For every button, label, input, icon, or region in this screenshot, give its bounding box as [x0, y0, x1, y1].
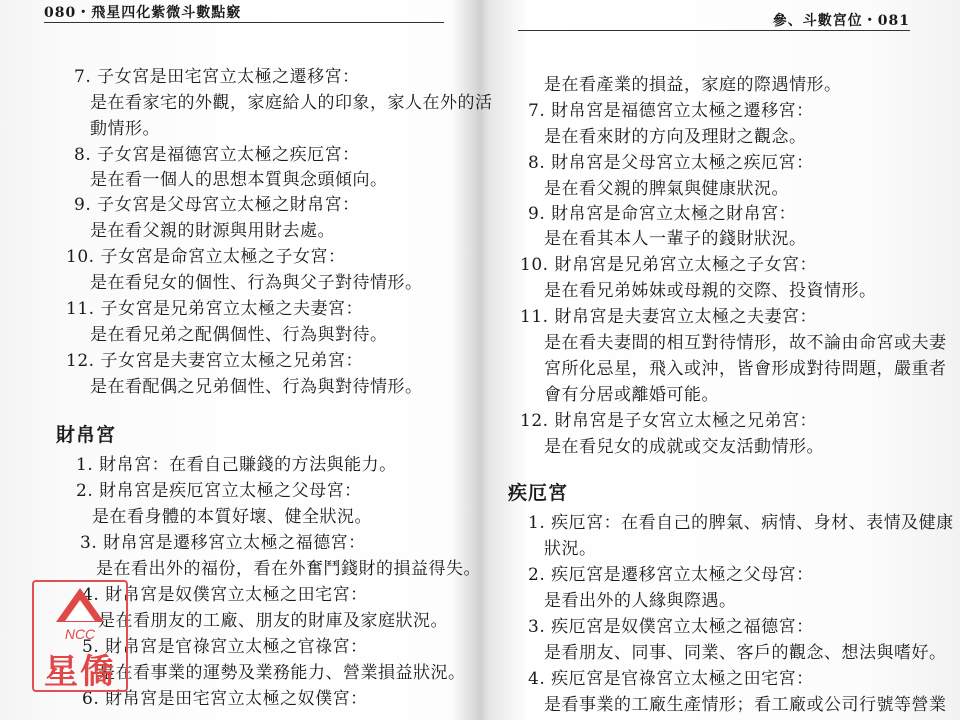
text-line: 是在看其本人一輩子的錢財狀況。 [544, 229, 807, 249]
text-line: 8. 財帛宮是父母宮立太極之疾厄宮： [528, 153, 814, 173]
text-line: 11. 子女宮是兄弟宮立太極之夫妻宮： [66, 299, 363, 319]
stamp-name: 星僑 [44, 652, 116, 692]
text-line: 8. 子女宮是福德宮立太極之疾厄宮： [74, 145, 360, 165]
text-line: 11. 財帛宮是夫妻宮立太極之夫妻宮： [520, 307, 817, 327]
text-line: 1. 疾厄宮：在看自己的脾氣、病情、身材、表情及健康 [528, 513, 954, 533]
text-line: 是在看夫妻間的相互對待情形，故不論由命宮或夫妻 [544, 333, 947, 353]
right-page [500, 0, 954, 720]
text-line: 是在看兄弟姊妹或母親的交際、投資情形。 [544, 281, 877, 301]
text-line: 會有分居或離婚可能。 [544, 385, 719, 405]
text-line: 9. 財帛宮是命宮立太極之財帛宮： [528, 204, 797, 224]
ncc-watermark-stamp [32, 580, 128, 692]
page-header: 080・飛星四化紫微斗數點竅 [44, 5, 242, 21]
stamp-label: NCC [64, 626, 96, 642]
header-rule [518, 30, 910, 31]
text-line: 1. 財帛宮：在看自己賺錢的方法與能力。 [76, 455, 397, 475]
text-line: 是在看出外的福份，看在外奮鬥錢財的損益得失。 [96, 559, 481, 579]
text-line: 是在看身體的本質好壞、健全狀況。 [92, 507, 372, 527]
text-line: 6. 財帛宮是田宅宮立太極之奴僕宮： [82, 689, 368, 709]
text-line: 7. 子女宮是田宅宮立太極之遷移宮： [74, 67, 360, 87]
text-line: 是看事業的工廠生產情形；看工廠或公司行號等營業 [544, 695, 947, 715]
text-line: 2. 疾厄宮是遷移宮立太極之父母宮： [528, 565, 814, 585]
text-line: 是在看父親的財源與用財去處。 [90, 221, 335, 241]
text-line: 4. 疾厄宮是官祿宮立太極之田宅宮： [528, 669, 814, 689]
text-line: 宮所化忌星，飛入或沖，皆會形成對待問題，嚴重者 [544, 359, 947, 379]
text-line: 是在看事業的運勢及業務能力、營業損益狀況。 [98, 663, 466, 683]
text-line: 4. 財帛宮是奴僕宮立太極之田宅宮： [82, 585, 368, 605]
text-line: 10. 財帛宮是兄弟宮立太極之子女宮： [520, 255, 817, 275]
text-line: 10. 子女宮是命宮立太極之子女宮： [66, 247, 346, 267]
text-line: 是在看父親的脾氣與健康狀況。 [544, 179, 789, 199]
text-line: 是看出外的人緣與際遇。 [544, 591, 737, 611]
text-line: 是在看兄弟之配偶個性、行為與對待。 [90, 325, 388, 345]
section-title: 疾厄宮 [508, 482, 569, 504]
text-line: 是在看家宅的外觀，家庭給人的印象，家人在外的活 [90, 93, 493, 113]
text-line: 7. 財帛宮是福德宮立太極之遷移宮： [528, 101, 814, 121]
text-line: 是在看兒女的個性、行為與父子對待情形。 [90, 273, 423, 293]
section-title: 財帛宮 [56, 424, 117, 446]
text-line: 3. 財帛宮是遷移宮立太極之福德宮： [80, 533, 366, 553]
text-line: 12. 子女宮是夫妻宮立太極之兄弟宮： [66, 351, 363, 371]
text-line: 是在看一個人的思想本質與念頭傾向。 [90, 170, 388, 190]
text-line: 動情形。 [90, 119, 160, 139]
text-line: 2. 財帛宮是疾厄宮立太極之父母宮： [76, 481, 362, 501]
header-rule [44, 22, 444, 23]
text-line: 是在看產業的損益，家庭的際遇情形。 [544, 75, 842, 95]
text-line: 是在看來財的方向及理財之觀念。 [544, 127, 807, 147]
text-line: 是在看配偶之兄弟個性、行為與對待情形。 [90, 377, 423, 397]
text-line: 是在看兒女的成就或交友活動情形。 [544, 437, 824, 457]
text-line: 是看朋友、同事、同業、客戶的觀念、想法與嗜好。 [544, 643, 947, 663]
triangle-logo-inner [65, 600, 95, 621]
text-line: 3. 疾厄宮是奴僕宮立太極之福德宮： [528, 617, 814, 637]
page-header: 參、斗數宮位・081 [772, 13, 910, 29]
text-line: 9. 子女宮是父母宮立太極之財帛宮： [74, 195, 360, 215]
text-line: 是在看朋友的工廠、朋友的財庫及家庭狀況。 [98, 611, 448, 631]
text-line: 狀況。 [544, 539, 597, 559]
text-line: 5. 財帛宮是官祿宮立太極之官祿宮： [82, 637, 368, 657]
text-line: 12. 財帛宮是子女宮立太極之兄弟宮： [520, 411, 817, 431]
